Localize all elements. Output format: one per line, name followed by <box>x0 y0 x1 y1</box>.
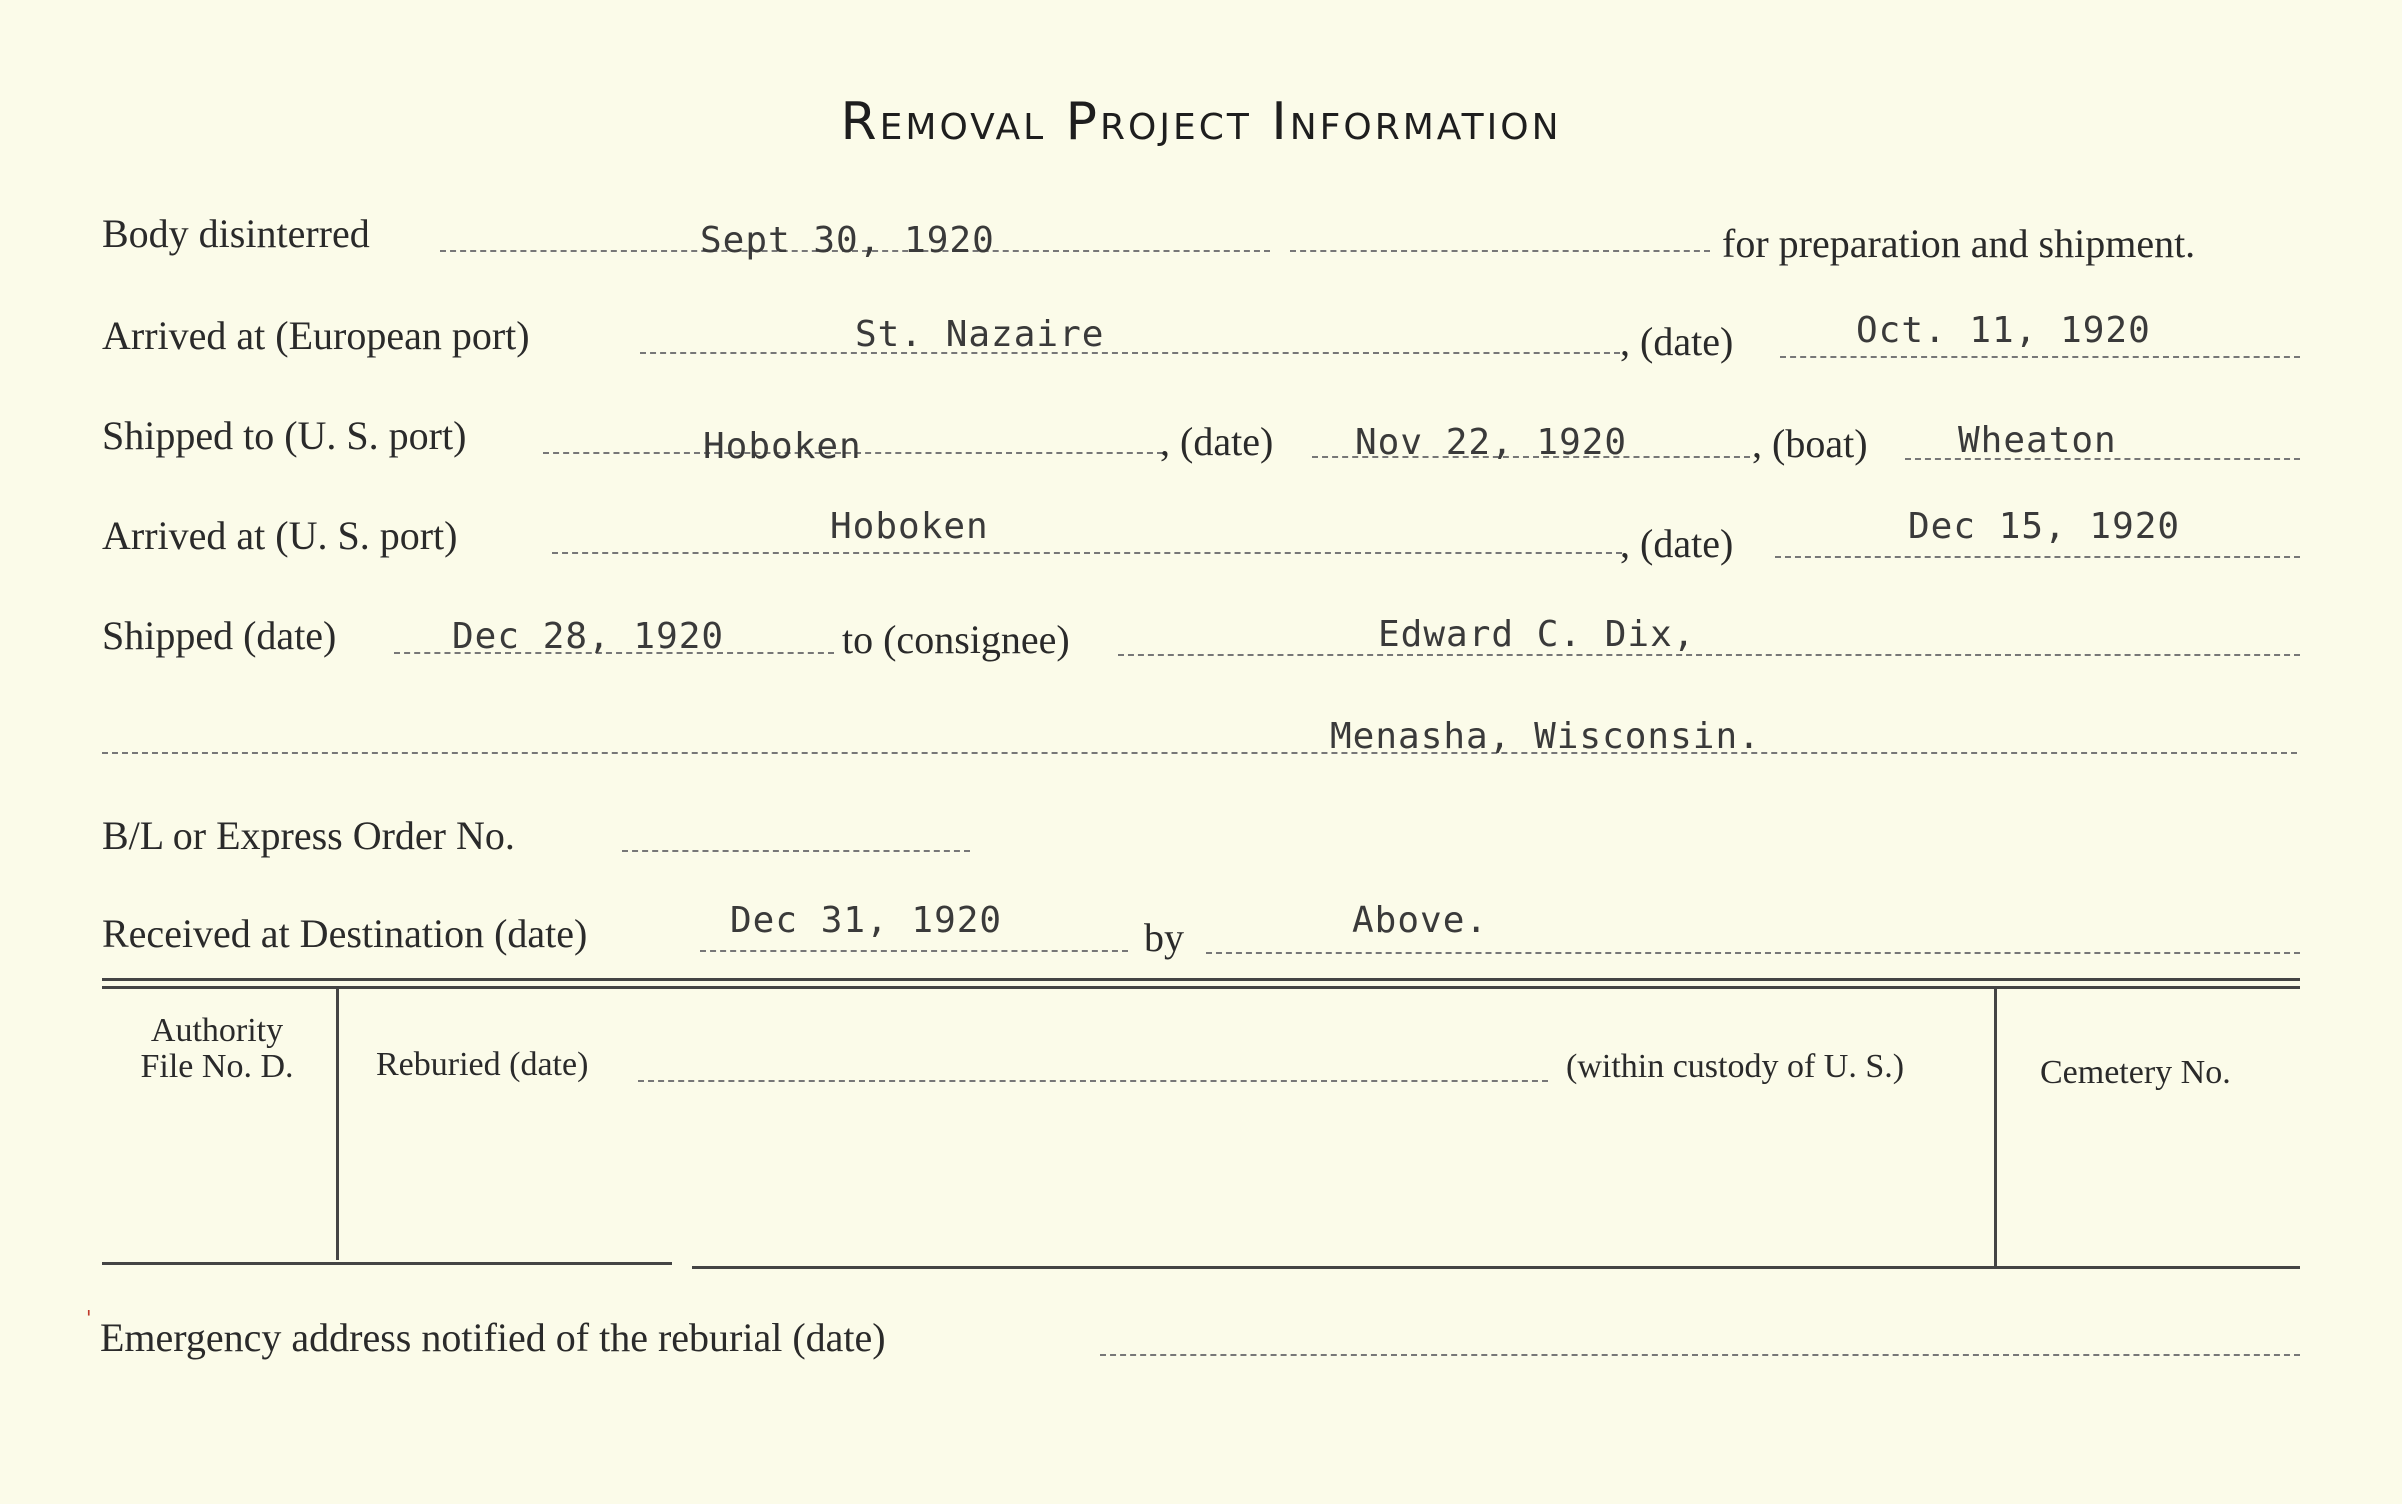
arrived-us-port-date-label: , (date) <box>1620 521 1734 566</box>
dotted-line <box>1100 1354 2300 1356</box>
body-disinterred-value: Sept 30, 1920 <box>700 220 995 261</box>
dotted-line <box>1780 356 2300 358</box>
dotted-line <box>638 1080 1548 1082</box>
received-by-label: by <box>1144 915 1184 960</box>
received-by-value: Above. <box>1352 900 1489 941</box>
consignee-value: Edward C. Dix, <box>1378 614 1696 655</box>
arrived-european-date-label: , (date) <box>1620 319 1734 364</box>
dotted-line <box>1206 952 2300 954</box>
shipped-us-port-date-label: , (date) <box>1160 419 1274 464</box>
dotted-line <box>1118 654 2300 656</box>
body-disinterred-label: Body disinterred <box>102 211 370 256</box>
dotted-line <box>700 950 1128 952</box>
table-divider-right <box>1994 988 1997 1266</box>
page-title: Removal Project Information <box>840 92 1562 152</box>
consignee-address-value: Menasha, Wisconsin. <box>1330 716 1761 757</box>
dotted-line <box>1290 250 1710 252</box>
emergency-label: Emergency address notified of the reburial (date) <box>100 1315 886 1360</box>
dotted-line <box>102 752 2297 754</box>
table-bottom-rule-left <box>102 1262 672 1265</box>
shipped-us-port-label: Shipped to (U. S. port) <box>102 413 467 458</box>
dotted-line <box>622 850 970 852</box>
table-top-rule-double <box>102 986 2300 989</box>
shipped-date-label: Shipped (date) <box>102 613 337 658</box>
received-destination-value: Dec 31, 1920 <box>730 900 1003 941</box>
authority-file-label: File No. D. <box>140 1048 294 1085</box>
shipped-us-port-value: Hoboken <box>703 426 862 467</box>
custody-label: (within custody of U. S.) <box>1566 1048 1905 1085</box>
arrived-us-port-value: Hoboken <box>830 506 989 547</box>
arrived-european-label: Arrived at (European port) <box>102 313 530 358</box>
dotted-line <box>552 552 1622 554</box>
shipped-us-port-boat-value: Wheaton <box>1958 420 2117 461</box>
table-top-rule <box>102 978 2300 981</box>
consignee-label: to (consignee) <box>842 617 1070 662</box>
authority-label: Authority <box>150 1012 284 1049</box>
reburied-label: Reburied (date) <box>376 1046 589 1083</box>
arrived-us-port-date-value: Dec 15, 1920 <box>1908 506 2181 547</box>
received-destination-label: Received at Destination (date) <box>102 911 588 956</box>
table-divider-left <box>336 986 339 1260</box>
dotted-line <box>640 352 1620 354</box>
preparation-shipment-label: for preparation and shipment. <box>1722 221 2196 266</box>
arrived-us-port-label: Arrived at (U. S. port) <box>102 513 458 558</box>
cemetery-label: Cemetery No. <box>2040 1054 2231 1091</box>
shipped-date-value: Dec 28, 1920 <box>452 616 725 657</box>
red-tick-mark: ' <box>86 1306 92 1330</box>
shipped-us-port-date-value: Nov 22, 1920 <box>1355 422 1628 463</box>
bl-order-label: B/L or Express Order No. <box>102 813 515 858</box>
dotted-line <box>1775 556 2300 558</box>
shipped-us-port-boat-label: , (boat) <box>1752 421 1868 466</box>
arrived-european-date-value: Oct. 11, 1920 <box>1856 310 2151 351</box>
table-bottom-rule-right <box>692 1266 2300 1269</box>
arrived-european-value: St. Nazaire <box>855 314 1105 355</box>
